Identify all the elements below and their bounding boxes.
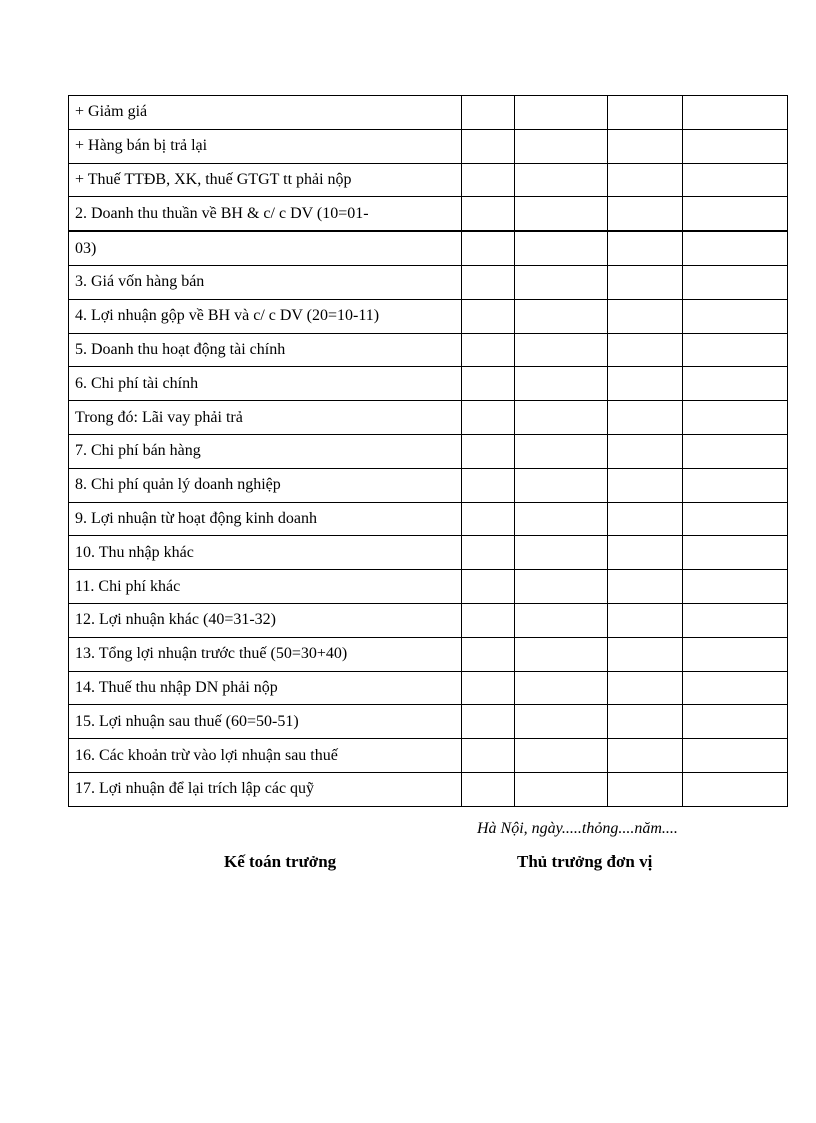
value-cell [514,231,607,265]
value-cell [461,401,514,435]
row-label: + Thuế TTĐB, XK, thuế GTGT tt phải nộp [69,163,462,197]
table-row [69,772,788,806]
value-cell [461,637,514,671]
value-cell [461,129,514,163]
table-row [69,129,788,163]
value-cell [461,265,514,299]
value-cell [682,468,787,502]
value-cell [682,772,787,806]
table-row [69,637,788,671]
value-cell [514,739,607,773]
row-label: 4. Lợi nhuận gộp về BH và c/ c DV (20=10-11) [69,299,462,333]
table-row [69,739,788,773]
table-row [69,401,788,435]
value-cell [607,333,682,367]
value-cell [461,536,514,570]
value-cell [607,468,682,502]
chief-accountant-signature-label: Kế toán trưởng [224,852,337,871]
table-row [69,265,788,299]
row-label: 14. Thuế thu nhập DN phải nộp [69,671,462,705]
table-row [69,570,788,604]
value-cell [682,129,787,163]
report-table-body [69,96,788,807]
row-label: 17. Lợi nhuận để lại trích lập các quỹ [69,772,462,806]
value-cell [514,96,607,130]
value-cell [682,434,787,468]
value-cell [682,265,787,299]
row-label: 2. Doanh thu thuần về BH & c/ c DV (10=01- [69,197,462,231]
row-label: 15. Lợi nhuận sau thuế (60=50-51) [69,705,462,739]
value-cell [514,468,607,502]
financial-report-table [68,95,788,807]
row-label: + Giảm giá [69,96,462,130]
value-cell [461,434,514,468]
value-cell [682,401,787,435]
table-row [69,96,788,130]
value-cell [461,739,514,773]
row-label: 13. Tổng lợi nhuận trước thuế (50=30+40) [69,637,462,671]
value-cell [461,333,514,367]
row-label: + Hàng bán bị trả lại [69,129,462,163]
value-cell [682,536,787,570]
value-cell [461,671,514,705]
table-row [69,705,788,739]
row-label: 10. Thu nhập khác [69,536,462,570]
value-cell [514,772,607,806]
value-cell [682,367,787,401]
row-label: Trong đó: Lãi vay phải trả [69,401,462,435]
value-cell [461,705,514,739]
value-cell [514,570,607,604]
row-label: 6. Chi phí tài chính [69,367,462,401]
table-row [69,197,788,231]
value-cell [607,197,682,231]
row-label: 8. Chi phí quản lý doanh nghiệp [69,468,462,502]
value-cell [682,197,787,231]
row-label: 5. Doanh thu hoạt động tài chính [69,333,462,367]
value-cell [461,468,514,502]
value-cell [607,299,682,333]
value-cell [461,367,514,401]
value-cell [607,671,682,705]
table-row [69,536,788,570]
value-cell [682,637,787,671]
value-cell [607,536,682,570]
value-cell [461,163,514,197]
value-cell [514,265,607,299]
value-cell [514,705,607,739]
value-cell [461,603,514,637]
value-cell [682,603,787,637]
value-cell [461,96,514,130]
value-cell [607,502,682,536]
value-cell [514,671,607,705]
value-cell [514,197,607,231]
value-cell [607,434,682,468]
table-row [69,367,788,401]
table-row [69,299,788,333]
value-cell [607,570,682,604]
value-cell [607,265,682,299]
table-row [69,502,788,536]
value-cell [514,401,607,435]
table-row [69,603,788,637]
value-cell [461,772,514,806]
table-row [69,434,788,468]
value-cell [607,603,682,637]
value-cell [514,333,607,367]
value-cell [461,197,514,231]
row-label: 7. Chi phí bán hàng [69,434,462,468]
value-cell [607,96,682,130]
value-cell [514,163,607,197]
value-cell [607,231,682,265]
table-row [69,163,788,197]
value-cell [607,772,682,806]
table-row [69,671,788,705]
value-cell [461,502,514,536]
value-cell [514,367,607,401]
value-cell [514,434,607,468]
value-cell [682,96,787,130]
value-cell [682,231,787,265]
table-row [69,333,788,367]
value-cell [607,129,682,163]
value-cell [682,739,787,773]
value-cell [607,163,682,197]
row-label: 9. Lợi nhuận từ hoạt động kinh doanh [69,502,462,536]
table-row [69,231,788,265]
value-cell [682,705,787,739]
value-cell [607,739,682,773]
value-cell [607,367,682,401]
value-cell [682,570,787,604]
value-cell [607,705,682,739]
row-label: 3. Giá vốn hàng bán [69,265,462,299]
value-cell [514,299,607,333]
value-cell [514,129,607,163]
value-cell [607,637,682,671]
value-cell [461,299,514,333]
value-cell [514,536,607,570]
row-label: 03) [69,231,462,265]
value-cell [607,401,682,435]
row-label: 16. Các khoản trừ vào lợi nhuận sau thuế [69,739,462,773]
row-label: 11. Chi phí khác [69,570,462,604]
row-label: 12. Lợi nhuận khác (40=31-32) [69,603,462,637]
unit-head-signature-label: Thủ trưởng đơn vị [517,852,653,871]
value-cell [514,637,607,671]
value-cell [514,603,607,637]
table-row [69,468,788,502]
value-cell [682,163,787,197]
value-cell [682,299,787,333]
value-cell [461,231,514,265]
value-cell [514,502,607,536]
place-date-line: Hà Nội, ngày.....thỏng....năm.... [477,820,678,837]
value-cell [461,570,514,604]
value-cell [682,671,787,705]
value-cell [682,502,787,536]
value-cell [682,333,787,367]
